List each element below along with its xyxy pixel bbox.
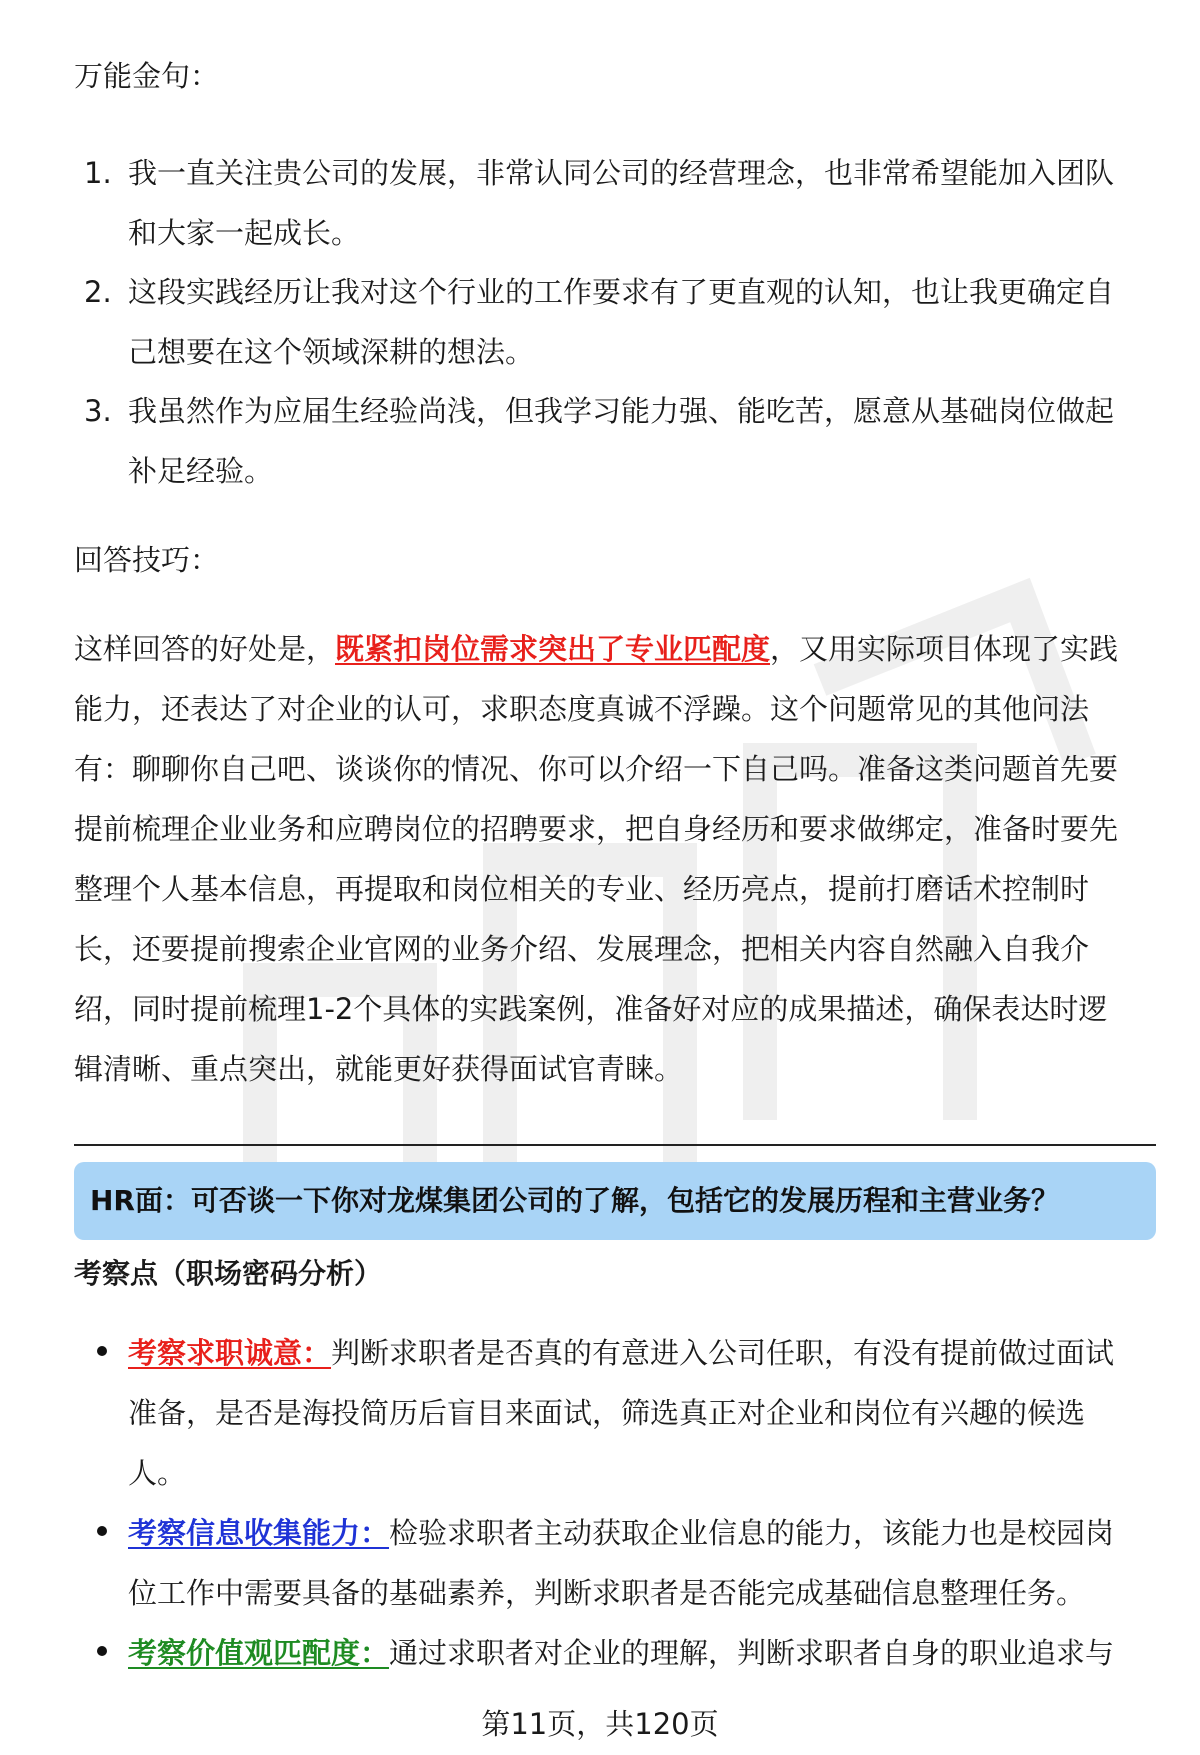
bullet-item xyxy=(128,1623,1158,1683)
paragraph-line: 长，还要提前搜索企业官网的业务介绍、发展理念，把相关内容自然融入自我介 xyxy=(74,932,1090,966)
list-item xyxy=(128,262,1200,382)
bullet-line xyxy=(128,1503,1158,1563)
analysis-heading: 考察点（职场密码分析） xyxy=(74,1257,383,1290)
bullet-line: 准备，是否是海投简历后盲目来面试，筛选真正对企业和岗位有兴趣的候选 xyxy=(128,1396,1086,1430)
paragraph-text: 这样回答的好处是， xyxy=(74,632,336,666)
paragraph-line: 提前梳理企业业务和应聘岗位的招聘要求，把自身经历和要求做绑定，准备时要先 xyxy=(74,812,1119,846)
bullet-text: 判断求职者是否真的有意进入公司任职，有没有提前做过面试 xyxy=(331,1336,1115,1370)
answer-tips-paragraph xyxy=(74,619,1154,1099)
section-divider xyxy=(74,1144,1156,1146)
bullet-dot xyxy=(97,1346,107,1356)
list-item-line: 己想要在这个领域深耕的想法。 xyxy=(128,335,535,369)
section-heading-golden-phrases: 万能金句： xyxy=(74,59,220,93)
paragraph-line: 能力，还表达了对企业的认可，求职态度真诚不浮躁。这个问题常见的其他问法 xyxy=(74,692,1090,726)
paragraph-line: 有：聊聊你自己吧、谈谈你的情况、你可以介绍一下自己吗。准备这类问题首先要 xyxy=(74,752,1119,786)
list-item-line: 补足经验。 xyxy=(128,454,274,488)
list-number: 3. xyxy=(84,394,112,428)
list-item-line: 和大家一起成长。 xyxy=(128,216,361,250)
bullet-line xyxy=(128,1323,1158,1383)
section-heading-answer-tips: 回答技巧： xyxy=(74,543,220,577)
bullet-label: 考察求职诚意： xyxy=(128,1336,332,1370)
question-callout xyxy=(74,1162,1156,1240)
bullet-label: 考察信息收集能力： xyxy=(128,1516,390,1550)
bullet-line xyxy=(128,1623,1158,1683)
list-number: 2. xyxy=(84,275,112,309)
bullet-dot xyxy=(97,1646,107,1656)
question-text: HR面：可否谈一下你对龙煤集团公司的了解，包括它的发展历程和主营业务？ xyxy=(90,1184,1059,1217)
page-footer: 第11页，共120页 xyxy=(481,1707,719,1741)
list-item-line: 我一直关注贵公司的发展，非常认同公司的经营理念，也非常希望能加入团队 xyxy=(128,156,1115,190)
highlight-text: 既紧扣岗位需求突出了专业匹配度 xyxy=(335,632,771,666)
bullet-label: 考察价值观匹配度： xyxy=(128,1636,390,1670)
bullet-item xyxy=(128,1503,1158,1623)
paragraph-line: 绍，同时提前梳理1-2个具体的实践案例，准备好对应的成果描述，确保表达时逻 xyxy=(74,992,1108,1026)
bullet-line: 人。 xyxy=(128,1456,187,1490)
list-item xyxy=(128,143,1200,263)
bullet-line: 位工作中需要具备的基础素养，判断求职者是否能完成基础信息整理任务。 xyxy=(128,1576,1086,1610)
list-item-line: 这段实践经历让我对这个行业的工作要求有了更直观的认知，也让我更确定自 xyxy=(128,275,1115,309)
paragraph-text: ，又用实际项目体现了实践 xyxy=(770,632,1119,666)
bullet-dot xyxy=(97,1526,107,1536)
paragraph-line: 辑清晰、重点突出，就能更好获得面试官青睐。 xyxy=(74,1052,684,1086)
bullet-text: 检验求职者主动获取企业信息的能力，该能力也是校园岗 xyxy=(389,1516,1115,1550)
list-number: 1. xyxy=(84,156,112,190)
bullet-item xyxy=(128,1323,1158,1503)
paragraph-line: 整理个人基本信息，再提取和岗位相关的专业、经历亮点，提前打磨话术控制时 xyxy=(74,872,1090,906)
list-item-line: 我虽然作为应届生经验尚浅，但我学习能力强、能吃苦，愿意从基础岗位做起 xyxy=(128,394,1115,428)
bullet-text: 通过求职者对企业的理解，判断求职者自身的职业追求与 xyxy=(389,1636,1115,1670)
paragraph-line xyxy=(74,619,1154,679)
list-item xyxy=(128,381,1200,501)
